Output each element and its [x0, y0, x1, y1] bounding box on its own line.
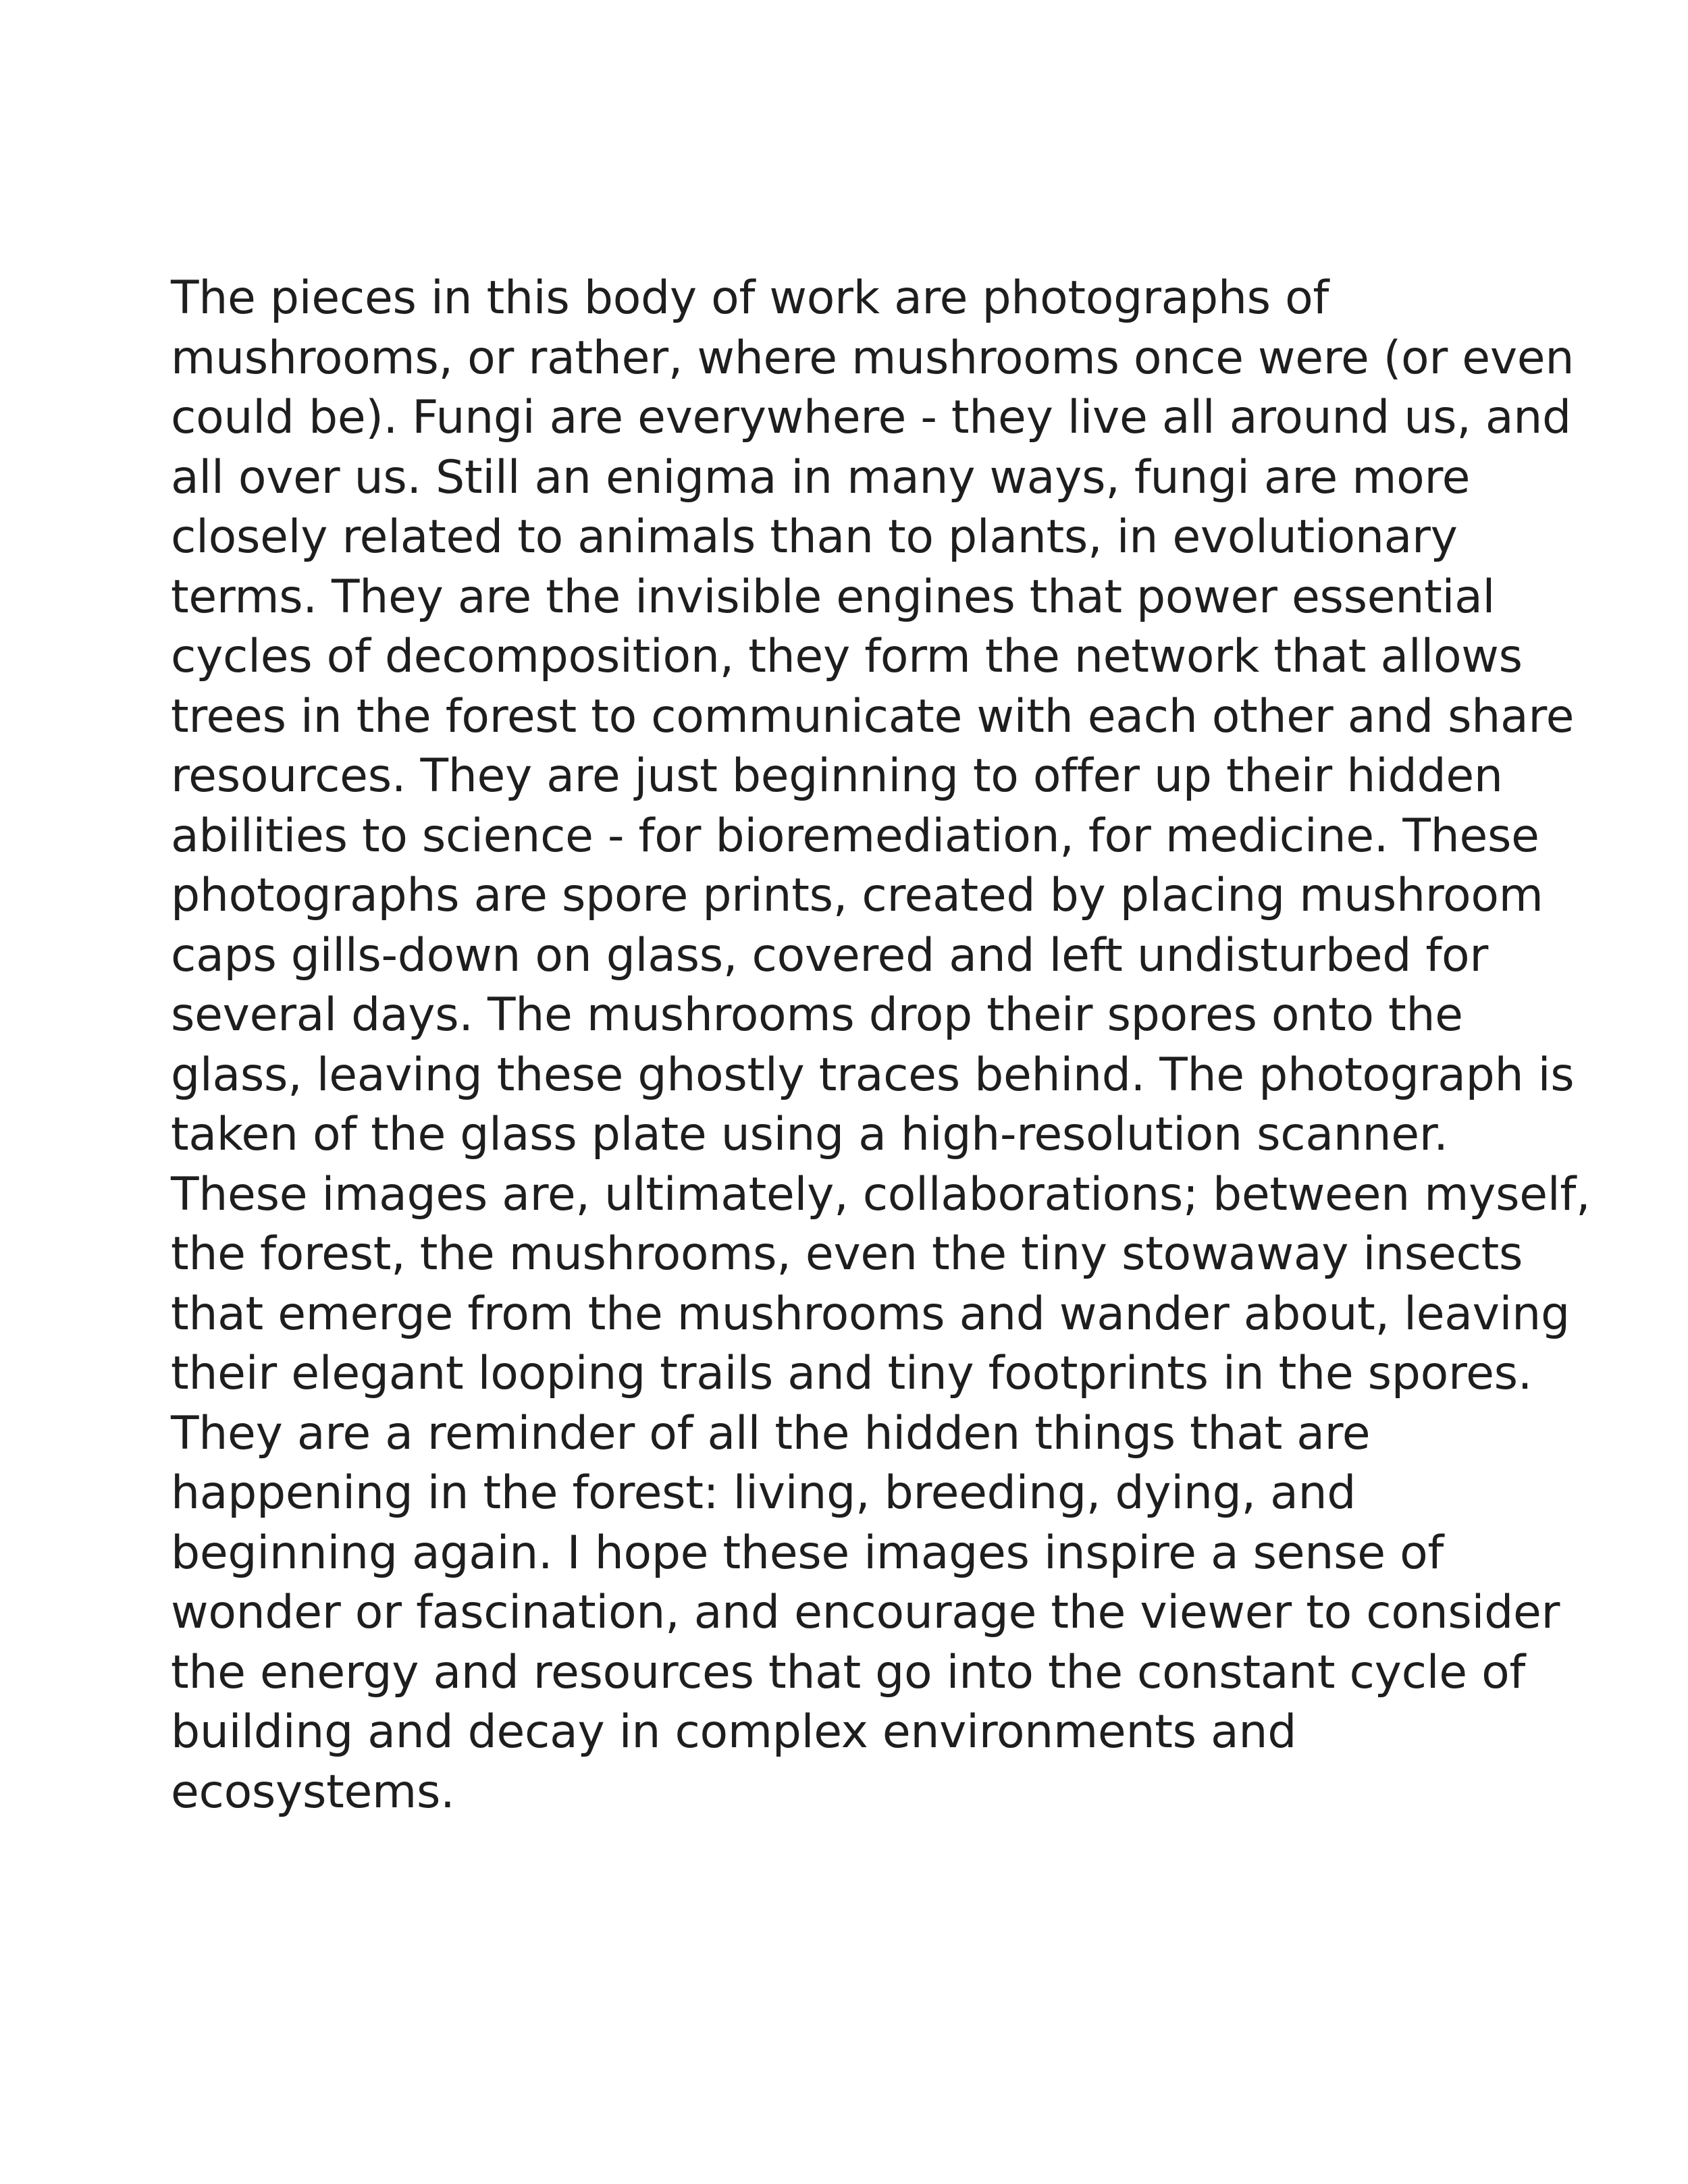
text-line: The pieces in this body of work are photographs of: [171, 271, 1329, 325]
text-line: These images are, ultimately, collaborations; between myself,: [171, 1167, 1591, 1221]
text-line: several days. The mushrooms drop their spores onto the: [171, 988, 1463, 1042]
text-line: photographs are spore prints, created by placing mushroom: [171, 869, 1544, 922]
text-line: could be). Fungi are everywhere - they live all around us, and: [171, 391, 1571, 444]
text-line: wonder or fascination, and encourage the viewer to consider: [171, 1586, 1560, 1639]
text-line: They are a reminder of all the hidden things that are: [171, 1406, 1371, 1460]
text-line: happening in the forest: living, breeding, dying, and: [171, 1466, 1356, 1520]
artist-statement-paragraph: [171, 269, 1589, 1822]
text-line: all over us. Still an enigma in many ways, fungi are more: [171, 450, 1471, 504]
text-line: that emerge from the mushrooms and wander about, leaving: [171, 1287, 1570, 1341]
text-line: the energy and resources that go into the constant cycle of: [171, 1645, 1526, 1699]
text-line: the forest, the mushrooms, even the tiny stowaway insects: [171, 1227, 1523, 1281]
text-line: taken of the glass plate using a high-resolution scanner.: [171, 1108, 1448, 1161]
text-line: abilities to science - for bioremediation, for medicine. These: [171, 809, 1539, 863]
text-line: building and decay in complex environments and: [171, 1705, 1297, 1759]
text-line: beginning again. I hope these images inspire a sense of: [171, 1526, 1444, 1580]
text-line: terms. They are the invisible engines that power essential: [171, 570, 1496, 624]
text-line: closely related to animals than to plants, in evolutionary: [171, 510, 1458, 564]
text-line: cycles of decomposition, they form the network that allows: [171, 630, 1523, 683]
text-line: ecosystems.: [171, 1765, 455, 1819]
text-line: trees in the forest to communicate with each other and share: [171, 689, 1575, 743]
text-line: mushrooms, or rather, where mushrooms once were (or even: [171, 331, 1575, 385]
text-line: resources. They are just beginning to offer up their hidden: [171, 749, 1503, 803]
text-line: their elegant looping trails and tiny footprints in the spores.: [171, 1347, 1533, 1400]
text-line: caps gills-down on glass, covered and left undisturbed for: [171, 928, 1489, 982]
text-line: glass, leaving these ghostly traces behind. The photograph is: [171, 1048, 1575, 1102]
